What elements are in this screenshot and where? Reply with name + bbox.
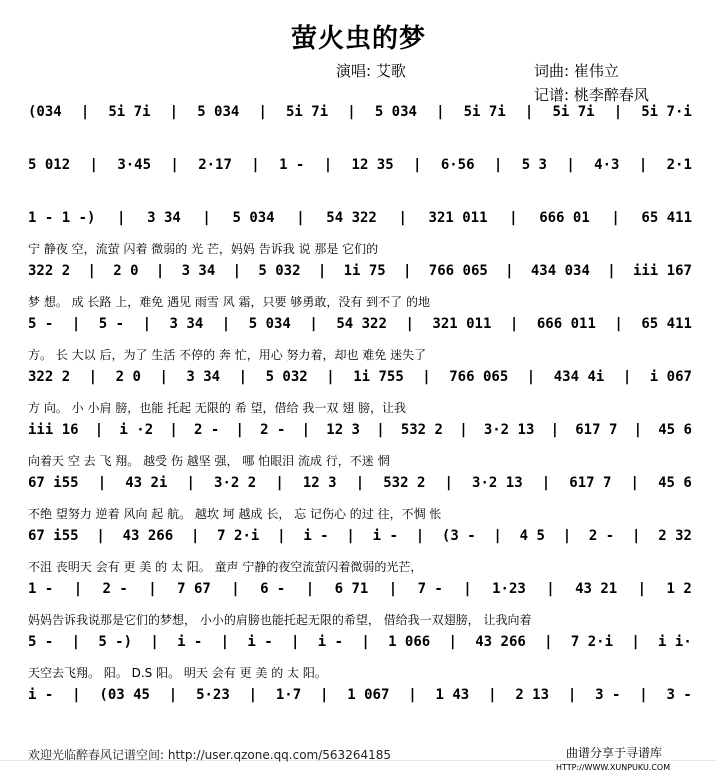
bar-line: |	[186, 475, 195, 491]
bar-line: |	[622, 369, 632, 385]
measure: 2·17	[198, 157, 232, 173]
measure: i ·2	[119, 422, 154, 438]
measure: 321 011	[432, 316, 492, 332]
bar-line: |	[168, 687, 178, 703]
measure: 1 -	[279, 157, 305, 173]
measure: 532 2	[400, 422, 443, 438]
bar-line: |	[301, 422, 311, 438]
measure: 5 032	[258, 263, 301, 279]
score-row	[28, 157, 692, 210]
note-line	[28, 369, 692, 385]
measure: 54 322	[336, 316, 387, 332]
song-title: 萤火虫的梦	[290, 24, 426, 54]
bar-line: |	[150, 634, 159, 650]
measure: 1i 755	[353, 369, 404, 385]
measure: 12 3	[302, 475, 337, 491]
bar-line: |	[88, 369, 98, 385]
measure: 45 6	[658, 475, 692, 491]
bar-line: |	[459, 422, 468, 438]
measure: 43 2i	[125, 475, 168, 491]
bar-line: |	[413, 157, 422, 173]
measure: iii 167	[632, 263, 692, 279]
bar-line: |	[238, 369, 248, 385]
bar-line: |	[169, 422, 178, 438]
measure: 67 i55	[28, 475, 79, 491]
measure: 5 034	[248, 316, 291, 332]
measure: 5 3	[521, 157, 547, 173]
measure: 5·23	[196, 687, 230, 703]
measure: 7 -	[417, 581, 443, 597]
lyric-line: 不绝 望努力 逆着 风向 起 航。 越坎 坷 越成 长， 忘 记伤心 的过 往，不惆 怅	[28, 507, 442, 521]
bar-line: |	[232, 263, 242, 279]
bar-line: |	[317, 263, 327, 279]
note-line	[28, 422, 692, 438]
note-line	[28, 316, 692, 332]
bar-line: |	[546, 581, 555, 597]
measure: 1 -	[28, 581, 54, 597]
score-row	[28, 210, 692, 263]
score-row	[28, 369, 692, 422]
measure: 3 34	[169, 316, 204, 332]
measure: 4 5	[519, 528, 545, 544]
measure: 5i 7i	[108, 104, 151, 120]
measure: 532 2	[383, 475, 426, 491]
singer-credit: 演唱: 艾歌	[336, 62, 406, 80]
measure: 5i 7i	[463, 104, 506, 120]
footer-credit: 欢迎光临醉春风记谱空间: http://user.qzone.qq.com/563264185	[28, 748, 392, 762]
measure: i i·	[658, 634, 692, 650]
bar-line: |	[73, 581, 83, 597]
bar-line: |	[361, 634, 370, 650]
measure: 67 i55	[28, 528, 79, 544]
bar-line: |	[291, 634, 300, 650]
bar-line: |	[630, 475, 639, 491]
measure: 1·23	[492, 581, 526, 597]
bar-line: |	[71, 634, 81, 650]
bar-line: |	[405, 316, 414, 332]
bar-line: |	[509, 210, 518, 226]
bar-line: |	[638, 157, 648, 173]
bar-line: |	[388, 581, 398, 597]
measure: (03 45	[99, 687, 150, 703]
bar-line: |	[562, 528, 572, 544]
bar-line: |	[190, 528, 200, 544]
bar-line: |	[346, 528, 355, 544]
measure: 43 21	[575, 581, 618, 597]
note-line	[28, 104, 692, 120]
bar-line: |	[148, 581, 157, 597]
measure: 766 065	[449, 369, 509, 385]
measure: 5 034	[197, 104, 240, 120]
bar-line: |	[170, 157, 179, 173]
measure: 2 -	[588, 528, 615, 544]
lyric-line: 不沮 丧明天 会有 更 美 的 太 阳。 童声 宁静的夜空流萤闪着微弱的光芒，	[28, 560, 423, 574]
measure: i -	[177, 634, 203, 650]
score-row	[28, 634, 692, 687]
measure: (3 -	[441, 528, 476, 544]
measure: 7 2·i	[217, 528, 260, 544]
bar-line: |	[463, 581, 472, 597]
measure: 12 3	[326, 422, 360, 438]
measure: i -	[372, 528, 398, 544]
measure: 12 35	[351, 157, 394, 173]
measure: 7 67	[177, 581, 211, 597]
bar-line: |	[567, 687, 577, 703]
measure: 5i 7·i	[641, 104, 692, 120]
bar-line: |	[117, 210, 126, 226]
watermark-text: 曲谱分享于寻谱库	[566, 746, 663, 760]
measure: 2 -	[102, 581, 128, 597]
bar-line: |	[526, 369, 536, 385]
measure: 666 01	[539, 210, 590, 226]
note-line	[28, 634, 692, 650]
composer-credit: 词曲: 崔伟立	[534, 62, 619, 80]
bar-line: |	[637, 581, 647, 597]
measure: 2·1	[666, 157, 692, 173]
lyric-line: 方。 长 大以 后，为了 生活 不停的 奔 忙，用心 努力着，却也 难免 迷失了	[28, 348, 427, 362]
measure: 434 034	[530, 263, 590, 279]
bar-line: |	[220, 634, 230, 650]
measure: 5 -)	[98, 634, 133, 650]
note-line	[28, 210, 692, 226]
measure: 5 -	[98, 316, 125, 332]
note-line	[28, 581, 692, 597]
bar-line: |	[89, 157, 98, 173]
score-row	[28, 528, 692, 581]
lyric-line: 向着天 空 去 飞 翔。 越受 伤 越坚 强， 哪 怕眼泪 流成 行，不迷 惘	[28, 454, 390, 468]
measure: 1·7	[275, 687, 302, 703]
bar-line: |	[96, 528, 105, 544]
measure: 3·2 13	[472, 475, 523, 491]
bar-line: |	[632, 528, 641, 544]
score-row	[28, 475, 692, 528]
bar-line: |	[541, 475, 551, 491]
measure: 2 -	[260, 422, 286, 438]
transcriber-credit: 记谱: 桃李醉春风	[534, 86, 649, 104]
bar-line: |	[305, 581, 315, 597]
measure: 2 13	[515, 687, 550, 703]
bar-line: |	[566, 157, 575, 173]
measure: 45 6	[658, 422, 692, 438]
measure: 5 -	[28, 634, 54, 650]
bar-line: |	[202, 210, 211, 226]
measure: 5 034	[232, 210, 275, 226]
measure: 321 011	[428, 210, 488, 226]
bar-line: |	[323, 157, 333, 173]
measure: 3 34	[186, 369, 221, 385]
measure: 666 011	[536, 316, 596, 332]
bar-line: |	[376, 422, 385, 438]
bar-line: |	[444, 475, 453, 491]
bar-line: |	[509, 316, 519, 332]
score-row	[28, 687, 692, 740]
bar-line: |	[398, 210, 407, 226]
note-line	[28, 687, 692, 703]
measure: 3 34	[147, 210, 181, 226]
measure: 1 2	[666, 581, 692, 597]
measure: 434 4i	[553, 369, 605, 385]
bar-line: |	[614, 316, 623, 332]
bar-line: |	[408, 687, 417, 703]
bar-line: |	[72, 687, 81, 703]
bar-line: |	[80, 104, 90, 120]
lyric-line: 梦 想。 成 长路 上，难免 遇见 雨雪 风 霜，只要 够勇敢，没有 到不了 的地	[28, 295, 430, 309]
measure: 617 7	[575, 422, 618, 438]
bar-line: |	[87, 263, 96, 279]
bar-line: |	[633, 422, 643, 438]
lyric-line: 宁 静夜 空，流萤 闪着 微弱的 光 芒，妈妈 告诉我 说 那是 它们的	[28, 242, 379, 256]
bar-line: |	[231, 581, 240, 597]
measure: i -	[303, 528, 329, 544]
bar-line: |	[94, 422, 104, 438]
bar-line: |	[613, 104, 623, 120]
note-line	[28, 263, 692, 279]
measure: 3·45	[117, 157, 152, 173]
bar-line: |	[524, 104, 534, 120]
bar-line: |	[355, 475, 365, 491]
measure: i 067	[649, 369, 692, 385]
measure: 5i 7i	[286, 104, 329, 120]
bar-line: |	[639, 687, 648, 703]
measure: 1i 75	[343, 263, 386, 279]
score-row	[28, 104, 692, 157]
bar-line: |	[448, 634, 457, 650]
bar-line: |	[258, 104, 267, 120]
measure: 6 71	[334, 581, 369, 597]
bar-line: |	[488, 687, 497, 703]
bar-line: |	[493, 528, 502, 544]
bar-line: |	[611, 210, 620, 226]
measure: i -	[317, 634, 344, 650]
measure: 3·2 2	[214, 475, 257, 491]
measure: 65 411	[641, 210, 692, 226]
measure: 2 32	[658, 528, 692, 544]
lyric-line: 妈妈告诉我说那是它们的梦想， 小小的肩膀也能托起无限的希望， 借给我一双翅膀， 让我向着	[28, 613, 532, 627]
measure: 7 2·i	[570, 634, 614, 650]
bar-line: |	[97, 475, 107, 491]
measure: 617 7	[569, 475, 612, 491]
bar-line: |	[309, 316, 318, 332]
bar-line: |	[347, 104, 356, 120]
measure: 1 - 1 -)	[28, 210, 96, 226]
measure: 2 0	[115, 369, 141, 385]
measure: iii 16	[28, 422, 79, 438]
measure: 1 066	[388, 634, 431, 650]
note-line	[28, 157, 692, 173]
measure: 3 34	[181, 263, 216, 279]
measure: 5 -	[28, 316, 54, 332]
bar-line: |	[544, 634, 553, 650]
bar-line: |	[493, 157, 503, 173]
lyric-line: 天空去飞翔。 阳。 D.S 阳。 明天 会有 更 美 的 太 阳。	[28, 666, 327, 680]
bar-line: |	[326, 369, 335, 385]
bar-line: |	[169, 104, 179, 120]
measure: 2 0	[113, 263, 139, 279]
measure: 1 067	[347, 687, 390, 703]
measure: 766 065	[428, 263, 488, 279]
bar-line: |	[142, 316, 152, 332]
measure: 65 411	[641, 316, 692, 332]
measure: 5 034	[374, 104, 417, 120]
bar-line: |	[422, 369, 431, 385]
bar-line: |	[159, 369, 168, 385]
bar-line: |	[235, 422, 244, 438]
measure: (034	[28, 104, 62, 120]
note-line	[28, 528, 692, 544]
bar-line: |	[415, 528, 425, 544]
measure: 3·2 13	[483, 422, 535, 438]
measure: 5 032	[265, 369, 308, 385]
bar-line: |	[155, 263, 165, 279]
bar-line: |	[248, 687, 258, 703]
score-row	[28, 581, 692, 634]
measure: 5 012	[28, 157, 71, 173]
measure: 6·56	[440, 157, 475, 173]
measure: i -	[247, 634, 273, 650]
bar-line: |	[277, 528, 286, 544]
score-sheet	[28, 104, 692, 740]
measure: 43 266	[122, 528, 174, 544]
bar-line: |	[71, 316, 81, 332]
bar-line: |	[436, 104, 445, 120]
measure: 2 -	[193, 422, 220, 438]
bar-line: |	[296, 210, 305, 226]
bar-line: |	[320, 687, 329, 703]
measure: 322 2	[28, 263, 71, 279]
measure: 54 322	[326, 210, 377, 226]
measure: 43 266	[475, 634, 526, 650]
bar-line: |	[505, 263, 514, 279]
bar-line: |	[607, 263, 616, 279]
score-row	[28, 263, 692, 316]
bar-line: |	[403, 263, 412, 279]
measure: 1 43	[435, 687, 470, 703]
bar-line: |	[631, 634, 640, 650]
bar-line: |	[251, 157, 260, 173]
measure: 6 -	[260, 581, 286, 597]
bar-line: |	[275, 475, 284, 491]
watermark-url: HTTP://WWW.XUNPUKU.COM	[556, 763, 671, 772]
score-row	[28, 422, 692, 475]
note-line	[28, 475, 692, 491]
bar-line: |	[550, 422, 560, 438]
score-row	[28, 316, 692, 369]
measure: i -	[28, 687, 54, 703]
lyric-line: 方 向。 小 小肩 膀，也能 托起 无限的 希 望，借给 我一双 翅 膀，让我	[28, 401, 406, 415]
measure: 4·3	[594, 157, 620, 173]
measure: 322 2	[28, 369, 71, 385]
bar-line: |	[221, 316, 231, 332]
measure: 3 -	[666, 687, 692, 703]
measure: 3 -	[595, 687, 621, 703]
measure: 5i 7i	[552, 104, 595, 120]
